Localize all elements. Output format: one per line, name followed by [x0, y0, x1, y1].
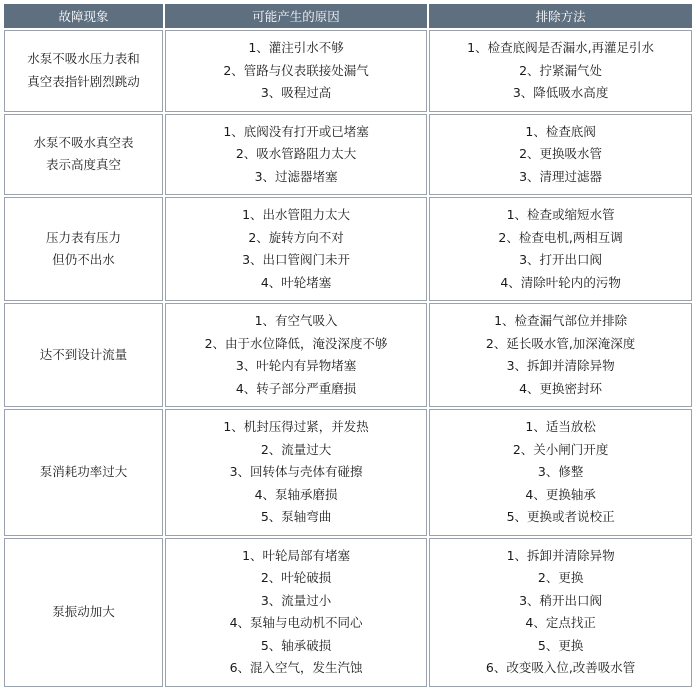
fault-table: [2, 2, 694, 689]
causes-cell: [165, 114, 427, 196]
cause-item: 2、管路与仪表联接处漏气: [223, 62, 369, 78]
remedy-item: 1、检查底阀是否漏水,再灌足引水: [467, 40, 655, 55]
table-row: [4, 303, 692, 407]
causes-cell: [165, 197, 427, 301]
remedy-item: 2、关小闸门开度: [512, 441, 609, 457]
remedy-item: 2、延长吸水管,加深淹深度: [485, 335, 636, 351]
symptom-text: 达不到设计流量: [39, 346, 128, 362]
cause-item: 4、泵轴与电动机不同心: [229, 615, 363, 630]
cause-item: 4、泵轴承磨损: [254, 486, 338, 502]
symptom-cell: [4, 409, 163, 536]
remedies-cell: [429, 30, 692, 112]
causes-cell: [165, 303, 427, 407]
cause-item: 2、叶轮破损: [260, 570, 332, 585]
remedy-item: 2、更换: [537, 570, 584, 585]
table-row: [4, 197, 692, 301]
remedy-item: 3、打开出口阀: [519, 252, 603, 267]
cause-item: 2、流量过大: [260, 441, 332, 457]
symptom-cell: [4, 303, 163, 407]
causes-cell: [165, 30, 427, 112]
cause-item: 3、流量过小: [260, 592, 332, 608]
symptom-cell: [4, 538, 163, 687]
causes-cell: [165, 409, 427, 536]
cause-item: 3、吸程过高: [260, 85, 332, 100]
remedy-item: 3、修整: [537, 464, 584, 479]
remedy-item: 1、检查或缩短水管: [506, 207, 615, 222]
header-causes: 可能产生的原因: [165, 4, 427, 28]
cause-item: 3、叶轮内有异物堵塞: [235, 358, 357, 373]
remedy-item: 3、清理过滤器: [519, 168, 603, 184]
symptom-cell: [4, 30, 163, 112]
table-body: [4, 30, 692, 687]
symptom-cell: [4, 197, 163, 301]
symptom-text: 但仍不出水: [52, 252, 115, 267]
cause-item: 6、混入空气，发生汽蚀: [229, 660, 363, 675]
remedy-item: 4、更换轴承: [525, 486, 596, 502]
cause-item: 5、轴承破损: [260, 637, 332, 653]
cause-item: 1、叶轮局部有堵塞: [242, 547, 351, 563]
header-remedies: 排除方法: [429, 4, 692, 28]
remedies-cell: [429, 409, 692, 536]
table-row: [4, 114, 692, 196]
header-row: [4, 4, 692, 28]
remedy-item: 1、检查底阀: [525, 123, 596, 139]
symptom-cell: [4, 114, 163, 196]
symptom-text: 表示高度真空: [45, 157, 121, 173]
cause-item: 1、灌注引水不够: [248, 40, 344, 55]
cause-item: 1、底阀没有打开或已堵塞: [223, 123, 369, 139]
remedy-item: 4、定点找正: [525, 615, 596, 630]
remedy-item: 6、改变吸入位,改善吸水管: [485, 660, 636, 675]
cause-item: 1、机封压得过紧，并发热: [223, 419, 369, 434]
cause-item: 2、旋转方向不对: [248, 229, 344, 245]
remedy-item: 4、更换密封环: [519, 380, 603, 396]
remedies-cell: [429, 197, 692, 301]
cause-item: 5、泵轴弯曲: [260, 509, 332, 524]
remedy-item: 2、检查电机,两相互调: [498, 229, 623, 245]
symptom-text: 泵振动加大: [52, 603, 115, 619]
cause-item: 1、有空气吸入: [254, 313, 338, 328]
remedy-item: 1、适当放松: [525, 419, 596, 434]
remedy-item: 3、稍开出口阀: [519, 592, 603, 608]
remedy-item: 4、清除叶轮内的污物: [500, 274, 621, 290]
remedy-item: 2、拧紧漏气处: [519, 62, 603, 78]
cause-item: 4、叶轮堵塞: [260, 274, 332, 290]
symptom-text: 泵消耗功率过大: [39, 464, 128, 479]
remedy-item: 2、更换吸水管: [519, 146, 603, 161]
remedy-item: 5、更换: [537, 637, 584, 653]
cause-item: 1、出水管阻力太大: [242, 207, 351, 222]
remedy-item: 3、拆卸并清除异物: [506, 358, 615, 373]
causes-cell: [165, 538, 427, 687]
remedy-item: 3、降低吸水高度: [512, 85, 609, 100]
symptom-text: 水泵不吸水压力表和: [27, 51, 140, 67]
cause-item: 2、由于水位降低，淹没深度不够: [204, 335, 388, 351]
remedies-cell: [429, 114, 692, 196]
remedies-cell: [429, 303, 692, 407]
remedy-item: 5、更换或者说校正: [506, 509, 615, 524]
cause-item: 3、回转体与壳体有碰擦: [229, 464, 363, 479]
cause-item: 4、转子部分严重磨损: [235, 380, 357, 396]
table-row: [4, 30, 692, 112]
header-symptom: 故障现象: [4, 4, 163, 28]
remedies-cell: [429, 538, 692, 687]
symptom-text: 水泵不吸水真空表: [33, 134, 134, 150]
cause-item: 3、过滤器堵塞: [254, 168, 338, 184]
symptom-text: 真空表指针剧烈跳动: [27, 73, 140, 89]
cause-item: 2、吸水管路阻力太大: [235, 146, 357, 161]
symptom-text: 压力表有压力: [45, 229, 121, 245]
remedy-item: 1、拆卸并清除异物: [506, 547, 615, 563]
remedy-item: 1、检查漏气部位并排除: [494, 313, 628, 328]
cause-item: 3、出口管阀门未开: [242, 252, 351, 267]
table-row: [4, 409, 692, 536]
table-row: [4, 538, 692, 687]
